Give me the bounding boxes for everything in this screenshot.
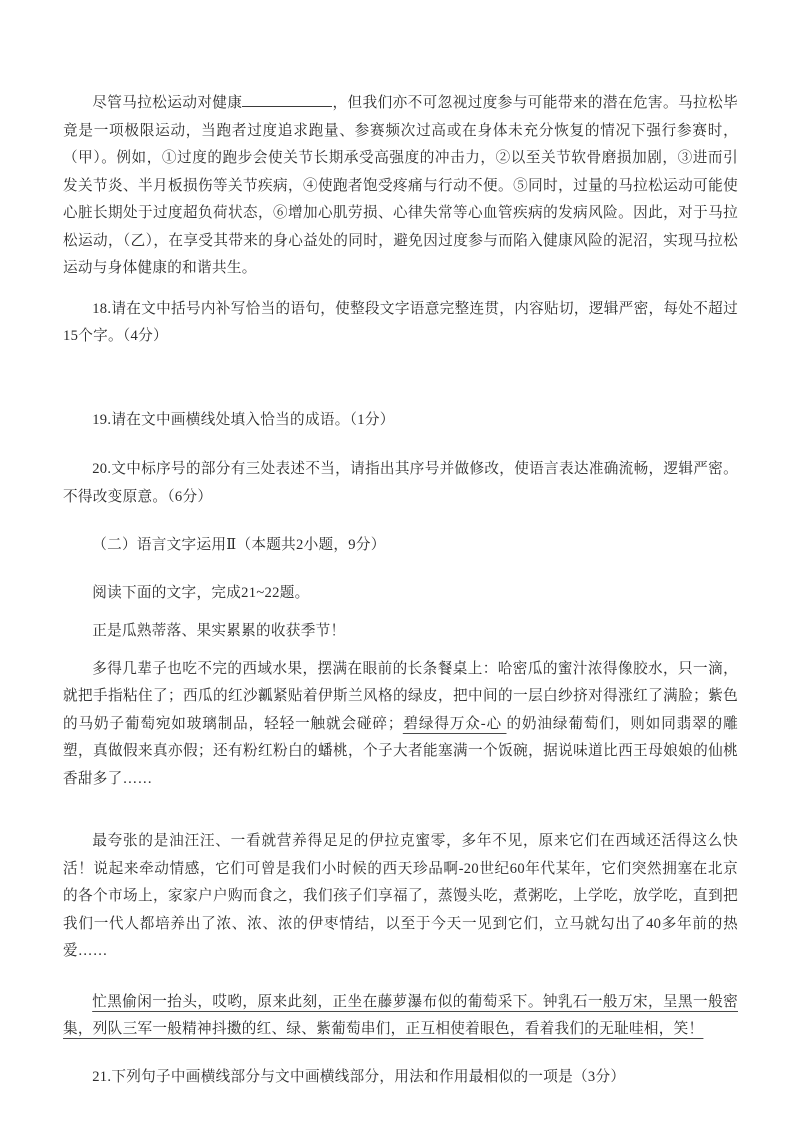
- underlined-paragraph-text: 忙黑偷闲一抬头，哎哟，原来此刻，正坐在藤萝瀑布似的葡萄采下。钟乳石一般万宋，呈黑一般密集，列队三军一般精神抖擞的红、绿、紫葡萄串们，正互相使着眼色，看着我们的无耻哇相，笑！: [63, 993, 738, 1037]
- marathon-paragraph: [63, 90, 738, 283]
- underlined-paragraph: [63, 989, 738, 1044]
- exaggeration-paragraph: 最夸张的是油汪汪、一看就营养得足足的伊拉克蜜零，多年不见，原来它们在西域还活得这么快活！说起来牵动情感，它们可曾是我们小时候的西天珍品啊-20世纪60年代某年，它们突然拥塞在北京的各个市场上，家家户户购而食之，我们孩子们享福了，蒸馒头吃，煮粥吃，上学吃，放学吃，直到把我们一代人都培养出了浓、浓、浓的伊枣情结，以至于今天一见到它们，立马就勾出了40多年前的热爱……: [63, 833, 738, 959]
- question-21: 21.下列句子中画横线部分与文中画横线部分，用法和作用最相似的一项是（3分）: [92, 1068, 626, 1085]
- fruit-text-before-underline: 多得几辈子也吃不完的西域水果，摆满在眼前的长条餐桌上：哈密瓜的蜜汁浓得像胶水，只一滴，就把手指粘住了；西瓜的红沙瓤紧贴着伊斯兰风格的绿皮，把中间的一层白纱挤对得涨红了满脸；紫色的马奶子葡萄宛如玻璃制品，轻轻一触就会碰碎；: [63, 660, 738, 732]
- section-heading: （二）语言文字运用Ⅱ（本题共2小题，9分）: [92, 537, 386, 553]
- question-18: 18.请在文中括号内补写恰当的语句，使整段文字语意完整连贯，内容贴切，逻辑严密，每处不超过15个字。（4分）: [63, 300, 738, 344]
- fruit-underlined-phrase: 碧绿得万众-心: [402, 715, 507, 732]
- fruit-paragraph: [63, 656, 738, 794]
- read-instruction: 阅读下面的文字，完成21~22题。: [92, 584, 310, 601]
- marathon-text-before-blank: 尽管马拉松运动对健康: [92, 95, 243, 111]
- fruit-text-after-underline: 的奶油绿葡萄们，则如同翡翠的雕塑，真做假来真亦假；还有粉红粉白的蟠桃，个子大者能塞满一个饭碗，据说味道比西王母娘娘的仙桃香甜多了……: [63, 715, 738, 787]
- fill-in-blank-underline: [242, 91, 332, 107]
- question-19: 19.请在文中画横线处填入恰当的成语。（1分）: [92, 411, 395, 428]
- question-20: 20.文中标序号的部分有三处表述不当，请指出其序号并做修改，使语言表达准确流畅，逻辑严密。不得改变原意。（6分）: [63, 461, 738, 505]
- intro-line: 正是瓜熟蒂落、果实累累的收获季节！: [92, 623, 346, 639]
- marathon-text-after-blank: ，但我们亦不可忽视过度参与可能带来的潜在危害。马拉松毕竟是一项极限运动，当跑者过度追求跑量、参赛频次过高或在身体未充分恢复的情况下强行参赛时，（甲）。例如，①过度的跑步会使关节长期承受高强度的冲击力，②以至关节软骨磨损加剧，③进而引发关节炎、半月板损伤等关节疾病，④使跑者饱受疼痛与行动不便。⑤同时，过量的马拉松运动可能使心脏长期处于过度超负荷状态，⑥增加心肌劳损、心律失常等心血管疾病的发病风险。因此，对于马拉松运动，（乙），在享受其带来的身心益处的同时，避免因过度参与而陷入健康风险的泥沼，实现马拉松运动与身体健康的和谐共生。: [63, 95, 738, 276]
